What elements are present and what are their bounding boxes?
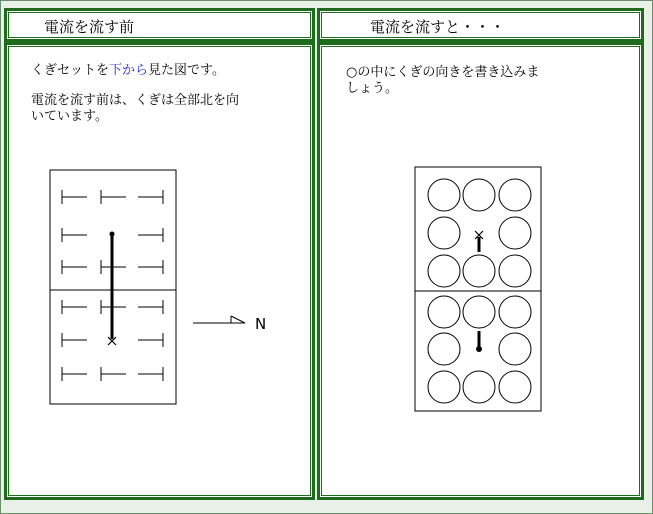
right-instruction-line2: しょう。 (346, 81, 399, 96)
answer-circle[interactable] (428, 255, 460, 287)
answer-circle[interactable] (428, 333, 460, 365)
wire-bottom-dot (476, 346, 482, 352)
answer-circle[interactable] (463, 371, 495, 403)
answer-circle[interactable] (428, 371, 460, 403)
answer-circle[interactable] (428, 179, 460, 211)
answer-circle[interactable] (499, 296, 531, 328)
left-instruction-line1: くぎセットを下から見た図です。 (31, 63, 225, 78)
answer-circle[interactable] (463, 179, 495, 211)
answer-circle[interactable] (499, 333, 531, 365)
left-instruction-line3: いています。 (31, 109, 108, 124)
answer-circle[interactable] (499, 179, 531, 211)
answer-circle[interactable] (499, 217, 531, 249)
answer-circle[interactable] (499, 371, 531, 403)
right-instruction-line1: ○の中にくぎの向きを書き込みま (346, 65, 540, 80)
left-header-box (6, 10, 313, 40)
answer-diagram (322, 47, 639, 495)
left-header: 電流を流す前 (44, 18, 135, 36)
left-panel (6, 44, 313, 498)
right-panel (319, 44, 642, 498)
nail-set-diagram (9, 47, 310, 495)
answer-circle[interactable] (463, 296, 495, 328)
nail-row-6 (62, 367, 163, 381)
left-instruction-line2: 電流を流す前は、くぎは全部北を向 (31, 93, 240, 108)
answer-circle[interactable] (499, 255, 531, 287)
nail-row-1 (62, 190, 163, 204)
answer-circle[interactable] (428, 217, 460, 249)
wire-end-top (110, 232, 115, 237)
right-header: 電流を流すと・・・ (370, 18, 506, 36)
answer-circle[interactable] (463, 255, 495, 287)
answer-circle[interactable] (428, 296, 460, 328)
north-arrow (193, 316, 245, 323)
north-label: N (255, 315, 267, 333)
right-header-box (319, 10, 642, 40)
highlight-text: 下から (109, 63, 149, 78)
